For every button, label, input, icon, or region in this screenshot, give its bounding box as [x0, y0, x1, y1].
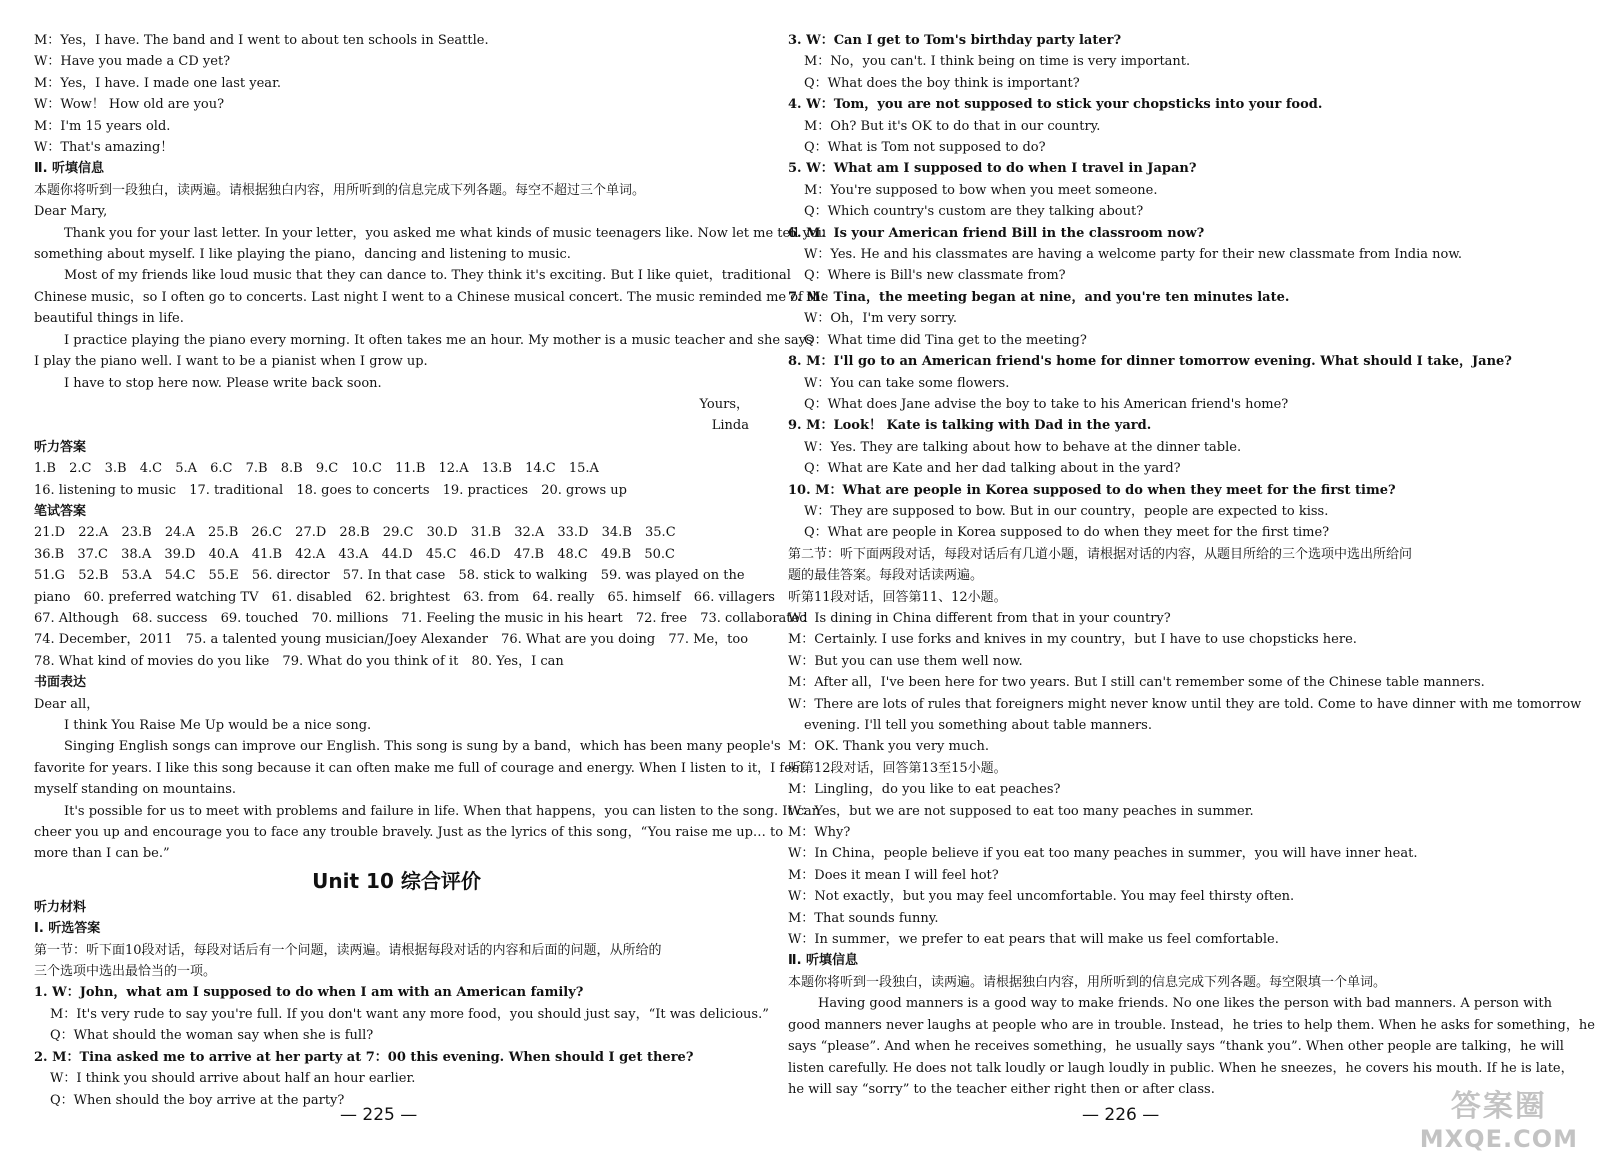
answer-item: 72. free: [635, 610, 688, 626]
answer-item: 66. villagers: [693, 589, 775, 605]
answer-item: 7.B: [245, 461, 268, 477]
writing-heading: 书面表达: [34, 675, 87, 691]
answer-item: 77. Me，too: [668, 632, 749, 648]
question-prompt: Q：What is Tom not supposed to do?: [804, 140, 1046, 156]
dialog-line: M：Yes，I have. I made one last year.: [34, 75, 281, 91]
answer-item: 8.B: [280, 461, 303, 477]
monologue-line: good manners never laughs at people who are in trouble. Instead，he tries to help them. When he asks for something，he: [788, 1017, 1595, 1033]
letter-line: Thank you for your last letter. In your letter，you asked me what kinds of music teenagers like. Now let me tell you: [64, 225, 827, 241]
answer-item: 50.C: [644, 546, 675, 562]
answer-item: 45.C: [425, 546, 457, 562]
answer-item: 13.B: [481, 461, 512, 477]
answer-item: 4.C: [139, 461, 163, 477]
answer-item: 61. disabled: [271, 589, 352, 605]
dialog-line: W：Have you made a CD yet?: [34, 54, 231, 70]
dialog-heading: 听第11段对话，回答第11、12小题。: [788, 589, 1007, 605]
answer-row: [34, 587, 775, 608]
answer-item: 64. really: [532, 589, 595, 605]
answer-item: 10.C: [351, 461, 382, 477]
answer-row: [34, 480, 759, 501]
dialog-line: W：Yes. He and his classmates are having a welcome party for their new classmate from India now.: [804, 247, 1463, 263]
answer-item: 32.A: [514, 525, 545, 541]
watermark-url: MXQE.COM: [1419, 1125, 1578, 1153]
answer-item: 26.C: [251, 525, 283, 541]
essay-line: more than I can be.”: [34, 846, 170, 862]
answer-row: [34, 565, 759, 586]
essay-line: I think You Raise Me Up would be a nice song.: [64, 718, 372, 733]
answer-item: 37.C: [77, 546, 108, 562]
right-page: [788, 30, 1595, 1100]
section-instruction: 第一节：听下面10段对话，每段对话后有一个问题，读两遍。请根据每段对话的内容和后面的问题，从所给的: [34, 942, 662, 958]
answer-item: 30.D: [426, 525, 458, 541]
answer-item: 68. success: [131, 610, 208, 626]
answer-row: [34, 651, 759, 672]
answer-item: 36.B: [34, 546, 65, 562]
answer-item: 2.C: [69, 461, 92, 477]
dialog-line: evening. I'll tell you something about table manners.: [804, 718, 1152, 733]
question-prompt: Q：What does the boy think is important?: [804, 75, 1080, 91]
answer-item: 44.D: [381, 546, 413, 562]
answer-item: 71. Feeling the music in his heart: [401, 610, 623, 626]
section-instruction: 三个选项中选出最恰当的一项。: [34, 964, 217, 980]
question-prompt: Q：When should the boy arrive at the party?: [50, 1092, 345, 1108]
answer-item: 75. a talented young musician/Joey Alexander: [185, 632, 488, 648]
answer-item: 33.D: [557, 525, 589, 541]
dialog-line: W：They are supposed to bow. But in our country，people are expected to kiss.: [804, 503, 1329, 519]
essay-line: favorite for years. I like this song because it can often make me full of courage and energy. When I listen to it，I feel: [34, 760, 804, 776]
question-line: 7. M：Tina，the meeting began at nine，and you're ten minutes late.: [788, 289, 1290, 305]
letter-line: I have to stop here now. Please write back soon.: [64, 375, 382, 391]
section-heading: Ⅱ. 听填信息: [788, 953, 859, 969]
answer-item: 60. preferred watching TV: [83, 589, 259, 605]
page-number: — 226 —: [1082, 1105, 1160, 1125]
dialog-line: W：Yes，but we are not supposed to eat too many peaches in summer.: [788, 803, 1254, 819]
section-instruction: 本题你将听到一段独白，读两遍。请根据独白内容，用所听到的信息完成下列各题。每空不超过三个单词。: [34, 182, 646, 198]
dialog-line: W：That's amazing！: [34, 140, 174, 156]
answer-item: 3.B: [104, 461, 127, 477]
watermark-text: 答案圈: [1450, 1089, 1547, 1124]
dialog-line: M：No，you can't. I think being on time is very important.: [804, 54, 1191, 70]
answer-item: 12.A: [438, 461, 469, 477]
answer-item: 39.D: [164, 546, 196, 562]
answer-item: 74. December，2011: [34, 632, 173, 648]
answer-item: 43.A: [338, 546, 369, 562]
written-answers-heading: 笔试答案: [34, 503, 87, 519]
essay-line: It's possible for us to meet with problems and failure in life. When that happens，you can listen to the song. It can: [64, 803, 821, 819]
monologue-line: he will say “sorry” to the teacher either right then or after class.: [788, 1081, 1215, 1097]
dialog-line: M：That sounds funny.: [788, 910, 939, 926]
answer-item: 56. director: [251, 568, 330, 584]
answer-item: 73. collaborated: [700, 610, 808, 626]
answer-item: 40.A: [208, 546, 239, 562]
answer-item: 42.A: [295, 546, 326, 562]
letter-signature: Linda: [711, 418, 749, 434]
question-line: 2. M：Tina asked me to arrive at her party at 7：00 this evening. When should I get there?: [34, 1049, 694, 1065]
dialog-line: M：Lingling，do you like to eat peaches?: [788, 782, 1061, 798]
answer-item: 41.B: [251, 546, 283, 562]
letter-line: I practice playing the piano every morning. It often takes me an hour. My mother is a music teacher and she says: [64, 332, 813, 348]
letter-line: something about myself. I like playing the piano，dancing and listening to music.: [34, 247, 571, 263]
answer-item: 38.A: [121, 546, 152, 562]
answer-item: 29.C: [382, 525, 414, 541]
question-prompt: Q：What should the woman say when she is full?: [50, 1028, 374, 1044]
answer-item: 67. Although: [34, 610, 119, 626]
answer-item: 54.C: [164, 568, 196, 584]
answer-row: [34, 522, 759, 543]
dialog-line: M：Certainly. I use forks and knives in my country，but I have to use chopsticks here.: [788, 632, 1357, 648]
answer-item: 21.D: [34, 525, 66, 541]
answer-item: 70. millions: [311, 610, 389, 626]
dialog-line: W：Not exactly，but you may feel uncomfortable. You may feel thirsty often.: [788, 889, 1295, 905]
answer-item: 59. was played on the: [600, 568, 745, 584]
answer-item: 28.B: [339, 525, 370, 541]
dialog-line: W：There are lots of rules that foreigners might never know until they are told. Come to have dinner with me tomorrow: [788, 696, 1582, 712]
answer-item: 19. practices: [442, 482, 529, 498]
answer-row: [34, 629, 759, 650]
question-line: 8. M：I'll go to an American friend's home for dinner tomorrow evening. What should I take，Jane?: [788, 354, 1512, 370]
dialog-line: M：OK. Thank you very much.: [788, 739, 990, 755]
question-prompt: Q：Where is Bill's new classmate from?: [804, 268, 1066, 284]
answer-item: 14.C: [525, 461, 556, 477]
answer-row: [34, 458, 759, 479]
listening-answers-heading: 听力答案: [34, 439, 87, 455]
question-prompt: Q：What are Kate and her dad talking about in the yard?: [804, 461, 1181, 477]
dialog-line: M：Why?: [788, 825, 851, 841]
monologue-line: Having good manners is a good way to make friends. No one likes the person with bad manners. A person with: [818, 996, 1553, 1012]
answer-item: 6.C: [210, 461, 233, 477]
dialog-line: M：It's very rude to say you're full. If you don't want any more food，you should just say，“It was delicious.”: [50, 1006, 769, 1022]
listening-material-heading: 听力材料: [34, 899, 87, 915]
section-heading: Ⅱ. 听填信息: [34, 161, 105, 177]
dialog-heading: 听第12段对话，回答第13至15小题。: [788, 760, 1007, 776]
dialog-line: M：Oh? But it's OK to do that in our country.: [804, 118, 1101, 134]
question-prompt: Q：What time did Tina get to the meeting?: [804, 332, 1087, 348]
answer-item: 51.G: [34, 568, 66, 584]
question-line: 4. W：Tom，you are not supposed to stick your chopsticks into your food.: [788, 97, 1323, 113]
answer-item: 79. What do you think of it: [282, 653, 459, 669]
question-line: 9. M：Look！ Kate is talking with Dad in the yard.: [788, 418, 1152, 434]
answer-item: 15.A: [568, 461, 599, 477]
essay-line: myself standing on mountains.: [34, 782, 237, 798]
essay-greeting: Dear all，: [34, 696, 100, 712]
monologue-line: says “please”. And when he receives something，he usually says “thank you”. When other people are talking，he will: [788, 1039, 1564, 1055]
answer-item: 25.B: [208, 525, 239, 541]
answer-item: 65. himself: [607, 589, 681, 605]
dialog-line: W：Is dining in China different from that in your country?: [788, 610, 1171, 626]
monologue-line: listen carefully. He does not talk loudly or laugh loudly in public. When he sneezes，he covers his mouth. If he is late，: [788, 1060, 1574, 1076]
dialog-line: W：Oh，I'm very sorry.: [804, 311, 957, 327]
question-line: 3. W：Can I get to Tom's birthday party later?: [788, 33, 1122, 48]
dialog-line: M：Yes，I have. The band and I went to about ten schools in Seattle.: [34, 33, 489, 48]
question-line: 1. W：John，what am I supposed to do when I am with an American family?: [34, 985, 584, 1001]
dialog-line: W：Wow！ How old are you?: [34, 97, 225, 113]
letter-line: Most of my friends like loud music that they can dance to. They think it's exciting. But I like quiet，traditional: [64, 268, 791, 284]
answer-item: 24.A: [164, 525, 195, 541]
answer-item: 76. What are you doing: [501, 632, 656, 648]
answer-item: 9.C: [315, 461, 339, 477]
answer-item: 53.A: [121, 568, 152, 584]
question-prompt: Q：What does Jane advise the boy to take to his American friend's home?: [804, 396, 1289, 412]
answer-item: 80. Yes，I can: [471, 653, 564, 669]
answer-item: 20. grows up: [541, 482, 627, 498]
dialog-line: W：But you can use them well now.: [788, 653, 1023, 669]
answer-item: 48.C: [557, 546, 588, 562]
dialog-line: M：I'm 15 years old.: [34, 118, 171, 134]
answer-item: 57. In that case: [342, 568, 446, 584]
question-line: 5. W：What am I supposed to do when I travel in Japan?: [788, 161, 1197, 177]
page-number: — 225 —: [340, 1105, 418, 1125]
answer-item: 69. touched: [220, 610, 299, 626]
question-prompt: Q：Which country's custom are they talking about?: [804, 204, 1144, 220]
unit-title: Unit 10 综合评价: [312, 868, 481, 893]
answer-item: 47.B: [513, 546, 545, 562]
question-line: 10. M：What are people in Korea supposed to do when they meet for the first time?: [788, 482, 1396, 498]
answer-item: 11.B: [395, 461, 426, 477]
answer-item: 63. from: [463, 589, 520, 605]
answer-item: 27.D: [295, 525, 327, 541]
letter-line: beautiful things in life.: [34, 311, 184, 327]
answer-item: 16. listening to music: [34, 482, 177, 498]
answer-item: 58. stick to walking: [458, 568, 588, 584]
answer-item: 18. goes to concerts: [296, 482, 430, 498]
answer-item: 5.A: [175, 461, 198, 477]
section-heading: Ⅰ. 听选答案: [34, 921, 101, 937]
question-prompt: Q：What are people in Korea supposed to do when they meet for the first time?: [804, 525, 1330, 541]
dialog-line: W：In China，people believe if you eat too many peaches in summer，you will have inner heat.: [788, 846, 1418, 862]
answer-item: 31.B: [470, 525, 502, 541]
letter-line: Chinese music，so I often go to concerts. Last night I went to a Chinese musical concert. The music reminded me of the: [34, 289, 829, 305]
answer-item: 62. brightest: [364, 589, 450, 605]
section-instruction: 第二节：听下面两段对话，每段对话后有几道小题，请根据对话的内容，从题目所给的三个选项中选出所给问: [788, 546, 1413, 562]
dialog-line: M：Does it mean I will feel hot?: [788, 867, 999, 883]
answer-item: 17. traditional: [189, 482, 284, 498]
answer-item: 49.B: [600, 546, 632, 562]
dialog-line: W：I think you should arrive about half an hour earlier.: [50, 1071, 416, 1087]
answer-item: 78. What kind of movies do you like: [34, 653, 270, 669]
section-instruction: 题的最佳答案。每段对话读两遍。: [788, 568, 984, 584]
answer-item: 23.B: [121, 525, 152, 541]
dialog-line: W：Yes. They are talking about how to behave at the dinner table.: [804, 439, 1242, 455]
section-instruction: 本题你将听到一段独白，读两遍。请根据独白内容，用所听到的信息完成下列各题。每空限填一个单词。: [788, 974, 1387, 990]
answer-row: [34, 608, 808, 629]
answer-item: 35.C: [645, 525, 676, 541]
letter-closing: Yours，: [699, 396, 749, 412]
essay-line: cheer you up and encourage you to face any trouble bravely. Just as the lyrics of this song，“You raise me up… to: [34, 825, 784, 841]
letter-greeting: Dear Mary,: [34, 204, 108, 220]
dialog-line: M：You're supposed to bow when you meet someone.: [804, 182, 1158, 198]
answer-row: [34, 544, 759, 565]
dialog-line: W：In summer，we prefer to eat pears that will make us feel comfortable.: [788, 932, 1279, 948]
answer-item: 22.A: [78, 525, 109, 541]
dialog-line: M：After all，I've been here for two years. But I still can't remember some of the Chinese table manners.: [788, 675, 1485, 691]
answer-item: piano: [34, 589, 71, 605]
answer-item: 34.B: [601, 525, 632, 541]
dialog-line: W：You can take some flowers.: [804, 375, 1010, 391]
question-line: 6. M：Is your American friend Bill in the classroom now?: [788, 225, 1205, 241]
answer-item: 46.D: [469, 546, 501, 562]
essay-line: Singing English songs can improve our English. This song is sung by a band，which has been many people's: [64, 739, 781, 755]
watermark-logo: [1420, 1081, 1578, 1153]
answer-item: 1.B: [34, 461, 56, 477]
letter-line: I play the piano well. I want to be a pianist when I grow up.: [34, 354, 428, 370]
answer-item: 52.B: [78, 568, 109, 584]
answer-item: 55.E: [208, 568, 239, 584]
